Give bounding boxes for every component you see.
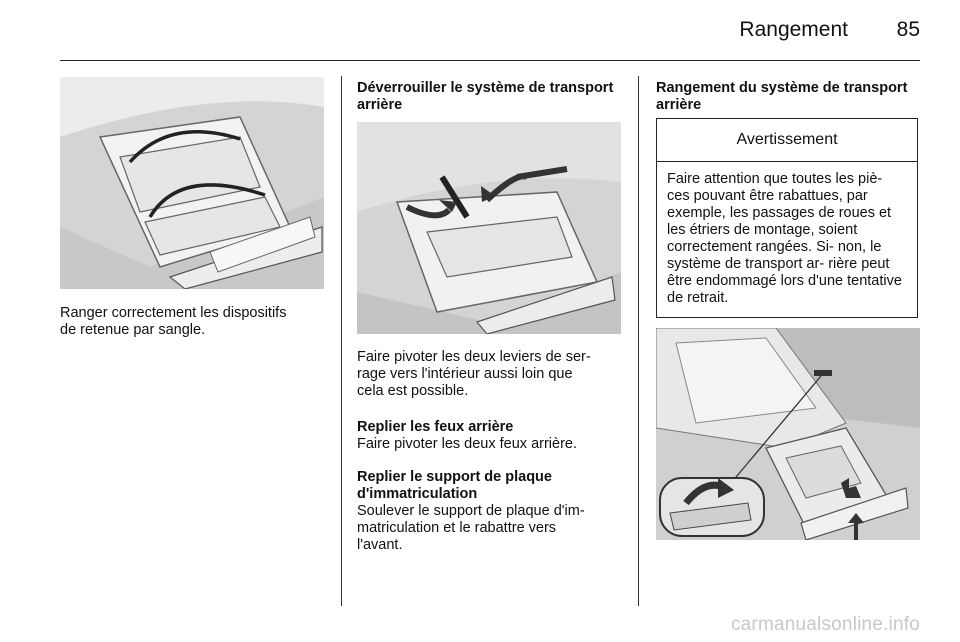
subheading-line: d'immatriculation xyxy=(357,486,478,502)
warning-line: roues et les étriers de montage, xyxy=(667,205,892,238)
warning-line: rière peut être endommagé lors xyxy=(667,256,890,289)
instruction-line: rage vers l'intérieur aussi loin que xyxy=(357,366,573,382)
section-fold-rear-lights xyxy=(357,419,627,453)
illustration-unlock-levers xyxy=(357,122,621,334)
warning-line: ces pouvant être rabattues, xyxy=(667,188,843,204)
page-header-title: Rangement xyxy=(739,18,848,41)
caption-line: de retenue par sangle. xyxy=(60,322,206,338)
section-body-line: Soulever le support de plaque d'im- xyxy=(357,503,585,519)
warning-title: Avertissement xyxy=(657,119,917,162)
heading-line: Déverrouiller le système de transport xyxy=(357,80,614,96)
header-divider xyxy=(60,60,920,61)
page-number: 85 xyxy=(896,18,920,41)
warning-line: soient correctement rangées. Si- xyxy=(667,222,858,255)
instruction-line: cela est possible. xyxy=(357,383,469,399)
heading-unlock-rear-carrier xyxy=(357,80,632,114)
heading-line: arrière xyxy=(656,97,702,113)
section-fold-plate-holder xyxy=(357,469,627,554)
warning-line: Faire attention que toutes les piè- xyxy=(667,171,883,187)
warning-line: d'une tentative de retrait. xyxy=(667,273,902,306)
caption-line: Ranger correctement les dispositifs xyxy=(60,305,287,321)
warning-body xyxy=(657,162,917,307)
instruction-turn-levers xyxy=(357,349,627,400)
section-body: Faire pivoter les deux feux arrière. xyxy=(357,436,578,452)
column-divider-2 xyxy=(638,76,639,606)
heading-store-rear-carrier xyxy=(656,80,926,114)
heading-line: Rangement du système de transport xyxy=(656,80,908,96)
warning-box xyxy=(656,118,918,318)
illustration-retaining-straps-drawing xyxy=(60,77,324,289)
watermark: carmanualsonline.info xyxy=(730,614,920,635)
column-divider-1 xyxy=(341,76,342,606)
heading-line: arrière xyxy=(357,97,403,113)
illustration-store-carrier-drawing xyxy=(656,328,920,540)
section-body-line: l'avant. xyxy=(357,537,403,553)
section-body-line: matriculation et le rabattre vers xyxy=(357,520,557,536)
subheading-line: Replier le support de plaque xyxy=(357,469,552,485)
illustration-store-carrier xyxy=(656,328,920,540)
illustration-retaining-straps xyxy=(60,77,324,289)
illustration-unlock-levers-drawing xyxy=(357,122,621,334)
caption-retaining-straps xyxy=(60,305,330,339)
warning-line: non, le système de transport ar- xyxy=(667,239,882,272)
subheading-fold-rear-lights: Replier les feux arrière xyxy=(357,419,514,435)
warning-line: par exemple, les passages de xyxy=(667,188,868,221)
instruction-line: Faire pivoter les deux leviers de ser- xyxy=(357,349,591,365)
